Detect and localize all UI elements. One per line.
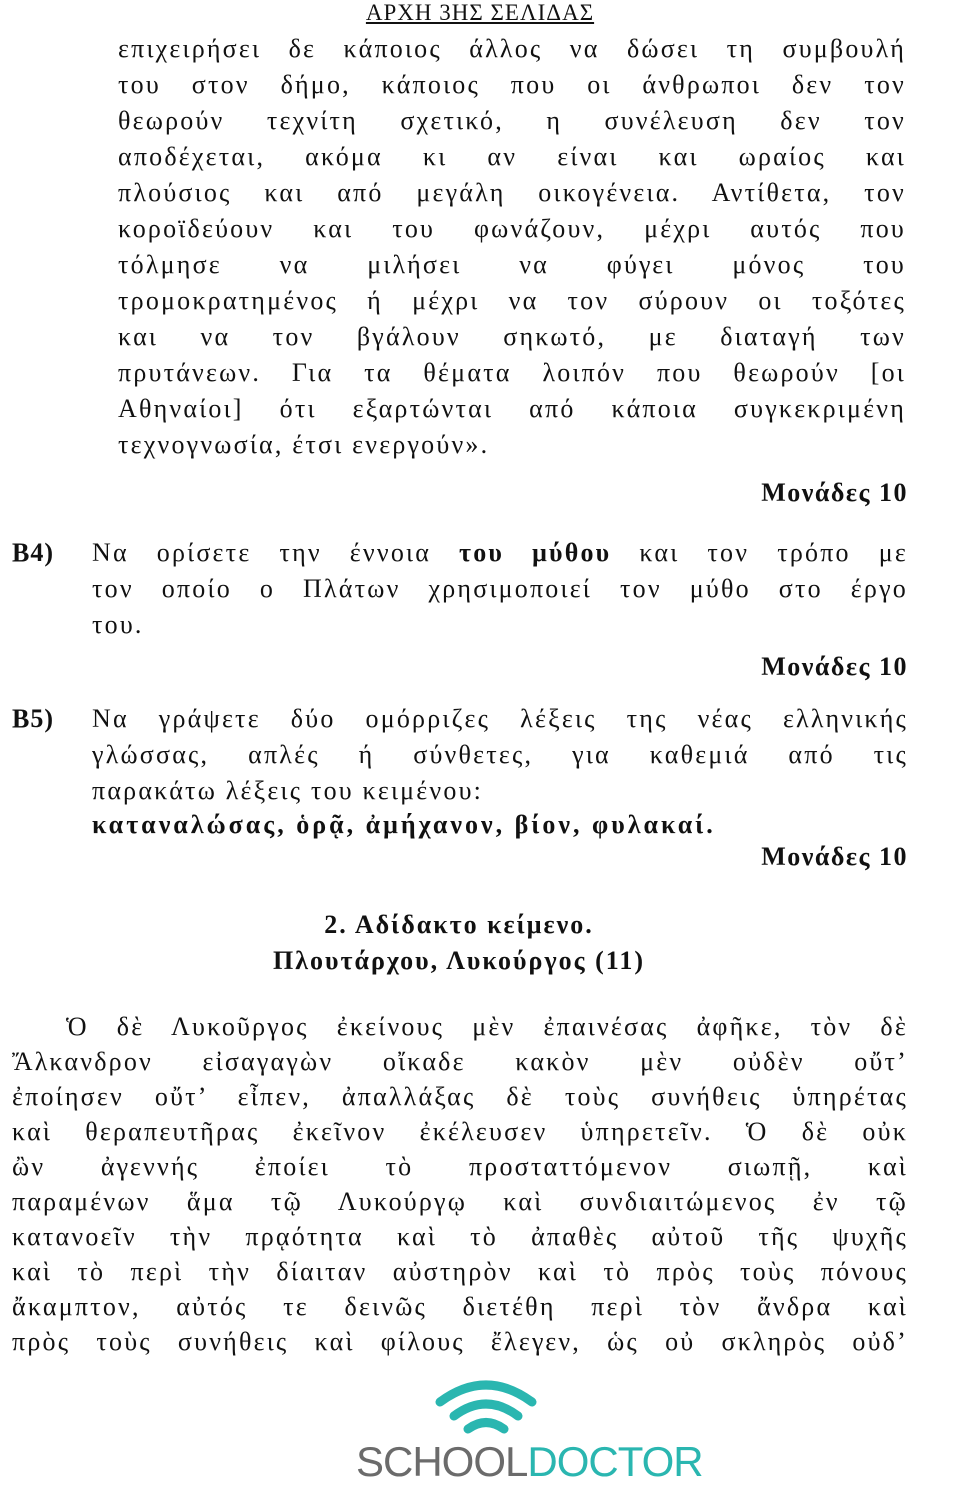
passage-line: Αθηναίοι] ότι εξαρτώνται από κάποια συγκεκριμένη	[118, 394, 906, 423]
passage-line: Ἄλκανδρον εἰσαγαγὼν οἴκαδε κακὸν μὲν οὐδὲν οὔτ’	[12, 1047, 908, 1076]
question-b4-line	[92, 538, 908, 568]
passage-line: του στον δήμο, κάποιος που οι άνθρωποι δεν τον	[118, 70, 906, 99]
passage-line: τρομοκρατημένος ή μέχρι να τον σύρουν οι τοξότες	[118, 286, 906, 315]
logo-text-school: SCHOOL	[356, 1438, 528, 1485]
question-b4-line: του.	[92, 610, 144, 639]
passage-line: πρὸς τοὺς συνήθεις καὶ φίλους ἔλεγεν, ὡς οὐ σκληρὸς οὐδ’	[12, 1327, 908, 1356]
question-b4-label: Β4)	[12, 538, 54, 567]
question-b5-label: Β5)	[12, 704, 54, 733]
passage-line: ὢν ἀγεννής ἐποίει τὸ προσταττόμενον σιωπῇ, καὶ	[12, 1152, 908, 1181]
passage-line: ἄκαμπτον, αὐτός τε δεινῶς διετέθη περὶ τὸν ἄνδρα καὶ	[12, 1292, 908, 1321]
page-header: ΑΡΧΗ 3ΗΣ ΣΕΛΙΔΑΣ	[365, 0, 595, 25]
passage-line: κατανοεῖν τὴν πρᾳότητα καὶ τὸ ἀπαθὲς αὐτοῦ τῆς ψυχῆς	[12, 1222, 908, 1251]
passage-line: Ὁ δὲ Λυκοῦργος ἐκείνους μὲν ἐπαινέσας ἀφῆκε, τὸν δὲ	[66, 1012, 908, 1041]
passage-line: επιχειρήσει δε κάποιος άλλος να δώσει τη συμβουλή	[118, 34, 906, 63]
question-b5-words: καταναλώσας, ὁρᾷ, ἀμήχανον, βίον, φυλακαί.	[92, 810, 716, 839]
question-b5-line: Να γράψετε δύο ομόρριζες λέξεις της νέας ελληνικής	[92, 704, 908, 733]
passage-line: καὶ τὸ περὶ τὴν δίαιταν αὐστηρὸν καὶ τὸ πρὸς τοὺς πόνους	[12, 1257, 908, 1286]
section-title: 2. Αδίδακτο κείμενο.	[324, 910, 594, 939]
question-text: και τον τρόπο με	[611, 538, 908, 567]
logo-wordmark	[356, 1438, 703, 1486]
question-b4-line: τον οποίο ο Πλάτων χρησιμοποιεί τον μύθο στο έργο	[92, 574, 908, 603]
passage-line: αποδέχεται, ακόμα κι αν είναι και ωραίος και	[118, 142, 906, 171]
schooldoctor-logo	[356, 1372, 703, 1488]
marks-label: Μονάδες 10	[761, 478, 908, 507]
passage-line: τόλμησε να μιλήσει να φύγει μόνος του	[118, 250, 906, 279]
passage-line: καὶ θεραπευτῆρας ἐκεῖνον ἐκέλευσεν ὑπηρετεῖν. Ὁ δὲ οὐκ	[12, 1117, 908, 1146]
marks-label: Μονάδες 10	[761, 652, 908, 681]
passage-line: και να τον βγάλουν σηκωτό, με διαταγή των	[118, 322, 906, 351]
question-text: Να ορίσετε την έννοια	[92, 538, 460, 567]
passage-line: πλούσιος και από μεγάλη οικογένεια. Αντίθετα, τον	[118, 178, 906, 207]
question-emphasis: του μύθου	[459, 538, 612, 567]
wifi-signal-icon	[356, 1372, 616, 1442]
passage-line: τεχνογνωσία, έτσι ενεργούν».	[118, 430, 490, 459]
passage-line: παραμένων ἅμα τῷ Λυκούργῳ καὶ συνδιαιτώμενος ἐν τῷ	[12, 1187, 908, 1216]
passage-line: θεωρούν τεχνίτη σχετικό, η συνέλευση δεν τον	[118, 106, 906, 135]
section-subtitle: Πλουτάρχου, Λυκούργος (11)	[273, 946, 645, 975]
question-b5-line: γλώσσας, απλές ή σύνθετες, για καθεμιά από τις	[92, 740, 908, 769]
passage-line: πρυτάνεων. Για τα θέματα λοιπόν που θεωρούν [οι	[118, 358, 906, 387]
marks-label: Μονάδες 10	[761, 842, 908, 871]
passage-line: κοροϊδεύουν και του φωνάζουν, μέχρι αυτός που	[118, 214, 906, 243]
question-b5-line: παρακάτω λέξεις του κειμένου:	[92, 776, 484, 805]
logo-text-doctor: DOCTOR	[527, 1438, 703, 1485]
passage-line: ἐποίησεν οὔτ’ εἶπεν, ἀπαλλάξας δὲ τοὺς συνήθεις ὑπηρέτας	[12, 1082, 908, 1111]
